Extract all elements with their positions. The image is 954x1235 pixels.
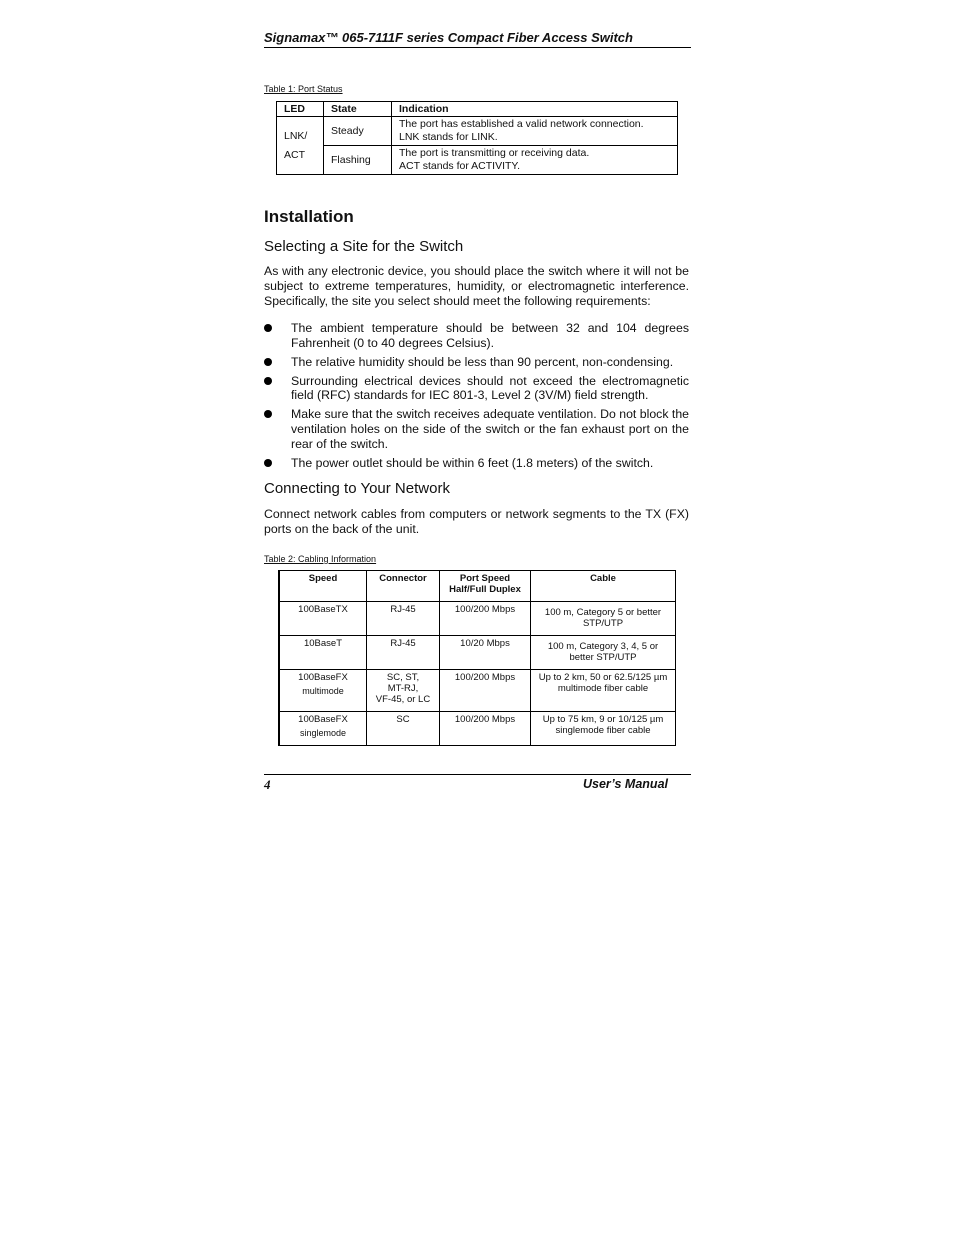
cable-line: Up to 75 km, 9 or 10/125 µm: [542, 714, 664, 725]
cabling-table: [278, 570, 676, 746]
cable-cell: [531, 636, 676, 670]
indication-line: The port has established a valid network connection.: [399, 118, 644, 130]
cable-line: 100 m, Category 3, 4, 5 or: [547, 641, 659, 652]
speed-text: 10BaseT: [303, 638, 343, 649]
bullet-icon: [264, 358, 272, 366]
site-heading: Selecting a Site for the Switch: [264, 238, 464, 255]
table-row: [279, 670, 676, 712]
bullet-icon: [264, 377, 272, 385]
network-paragraph: Connect network cables from computers or network segments to the TX (FX) ports on the back of the unit.: [264, 507, 689, 536]
port-status-table: [276, 101, 678, 175]
state-cell: Steady: [324, 117, 392, 146]
connector-line: SC, ST,: [386, 672, 420, 683]
connector-line: RJ-45: [390, 638, 416, 649]
header-line: Port Speed: [459, 573, 511, 584]
indication-cell: [392, 117, 678, 146]
header-line: Half/Full Duplex: [449, 584, 521, 595]
indication-line: LNK stands for LINK.: [399, 131, 498, 143]
connector-cell: [367, 670, 440, 712]
port-speed-cell: 100/200 Mbps: [440, 602, 531, 636]
table1-caption: Table 1: Port Status: [264, 84, 343, 94]
table-row: [279, 712, 676, 746]
speed-text: 100BaseTX: [298, 604, 348, 615]
table-header-row: [279, 571, 676, 602]
cable-line: Up to 2 km, 50 or 62.5/125 µm: [538, 672, 668, 683]
connector-cell: [367, 636, 440, 670]
cable-line: 100 m, Category 5 or better: [544, 607, 662, 618]
state-cell: Flashing: [324, 146, 392, 175]
cable-line: singlemode fiber cable: [555, 725, 651, 736]
site-paragraph: As with any electronic device, you should place the switch where it will not be subject to extreme temperatures, humidity, or electromagnetic interference. Specifically, the site you select should meet the following requirements:: [264, 264, 689, 308]
column-header-port-speed: [440, 571, 531, 602]
column-header-state: State: [324, 102, 392, 117]
list-item: [264, 456, 689, 471]
section-title: Installation: [264, 207, 354, 226]
speed-cell: [279, 670, 367, 712]
connector-line: VF-45, or LC: [375, 694, 431, 705]
speed-text: 100BaseFX: [298, 714, 348, 725]
list-item-text: Make sure that the switch receives adequate ventilation. Do not block the ventilation holes on the side of the switch or the fan exhaust port on the rear of the switch.: [291, 407, 689, 451]
connector-line: MT-RJ,: [387, 683, 419, 694]
cable-cell: [531, 670, 676, 712]
network-heading: Connecting to Your Network: [264, 480, 450, 497]
led-line: LNK/: [284, 129, 308, 142]
page-number: 4: [264, 777, 271, 792]
list-item: [264, 321, 689, 350]
footer-title: User’s Manual: [583, 777, 668, 791]
table-row: [277, 117, 678, 146]
led-line: ACT: [284, 148, 305, 161]
bullet-icon: [264, 459, 272, 467]
cable-line: multimode fiber cable: [557, 683, 649, 694]
connector-cell: [367, 712, 440, 746]
column-header-connector: Connector: [367, 571, 440, 602]
connector-cell: [367, 602, 440, 636]
connector-line: SC: [396, 714, 410, 725]
table-row: [279, 602, 676, 636]
cable-line: STP/UTP: [582, 618, 624, 629]
cable-cell: [531, 712, 676, 746]
cable-cell: [531, 602, 676, 636]
column-header-cable: Cable: [531, 571, 676, 602]
connector-line: RJ-45: [390, 604, 416, 615]
list-item: [264, 374, 689, 403]
table-row: [277, 146, 678, 175]
table-header-row: [277, 102, 678, 117]
port-speed-cell: 100/200 Mbps: [440, 670, 531, 712]
list-item: [264, 355, 689, 370]
led-cell: [277, 117, 324, 175]
footer-divider: [264, 774, 691, 775]
column-header-speed: Speed: [279, 571, 367, 602]
speed-mode: multimode: [302, 686, 344, 696]
indication-cell: [392, 146, 678, 175]
cable-line: better STP/UTP: [569, 652, 637, 663]
indication-line: ACT stands for ACTIVITY.: [399, 160, 520, 172]
table2-caption: Table 2: Cabling Information: [264, 554, 377, 564]
port-speed-cell: 10/20 Mbps: [440, 636, 531, 670]
indication-line: The port is transmitting or receiving data.: [399, 147, 590, 159]
running-header: Signamax™ 065-7111F series Compact Fiber Access Switch: [264, 30, 691, 48]
speed-cell: [279, 636, 367, 670]
column-header-indication: Indication: [392, 102, 678, 117]
list-item: [264, 407, 689, 451]
column-header-led: LED: [277, 102, 324, 117]
speed-text: 100BaseFX: [298, 672, 348, 683]
speed-cell: [279, 602, 367, 636]
list-item-text: The ambient temperature should be between 32 and 104 degrees Fahrenheit (0 to 40 degrees Celsius).: [291, 321, 689, 350]
list-item-text: The power outlet should be within 6 feet (1.8 meters) of the switch.: [291, 455, 654, 470]
bullet-icon: [264, 410, 272, 418]
bullet-icon: [264, 324, 272, 332]
table-row: [279, 636, 676, 670]
port-speed-cell: 100/200 Mbps: [440, 712, 531, 746]
speed-mode: singlemode: [299, 728, 347, 738]
requirements-list: [264, 321, 689, 475]
list-item-text: Surrounding electrical devices should not exceed the electromagnetic field (RFC) standards for IEC 801-3, Level 2 (3V/M) field strength.: [291, 373, 689, 403]
speed-cell: [279, 712, 367, 746]
list-item-text: The relative humidity should be less than 90 percent, non-condensing.: [291, 354, 674, 369]
